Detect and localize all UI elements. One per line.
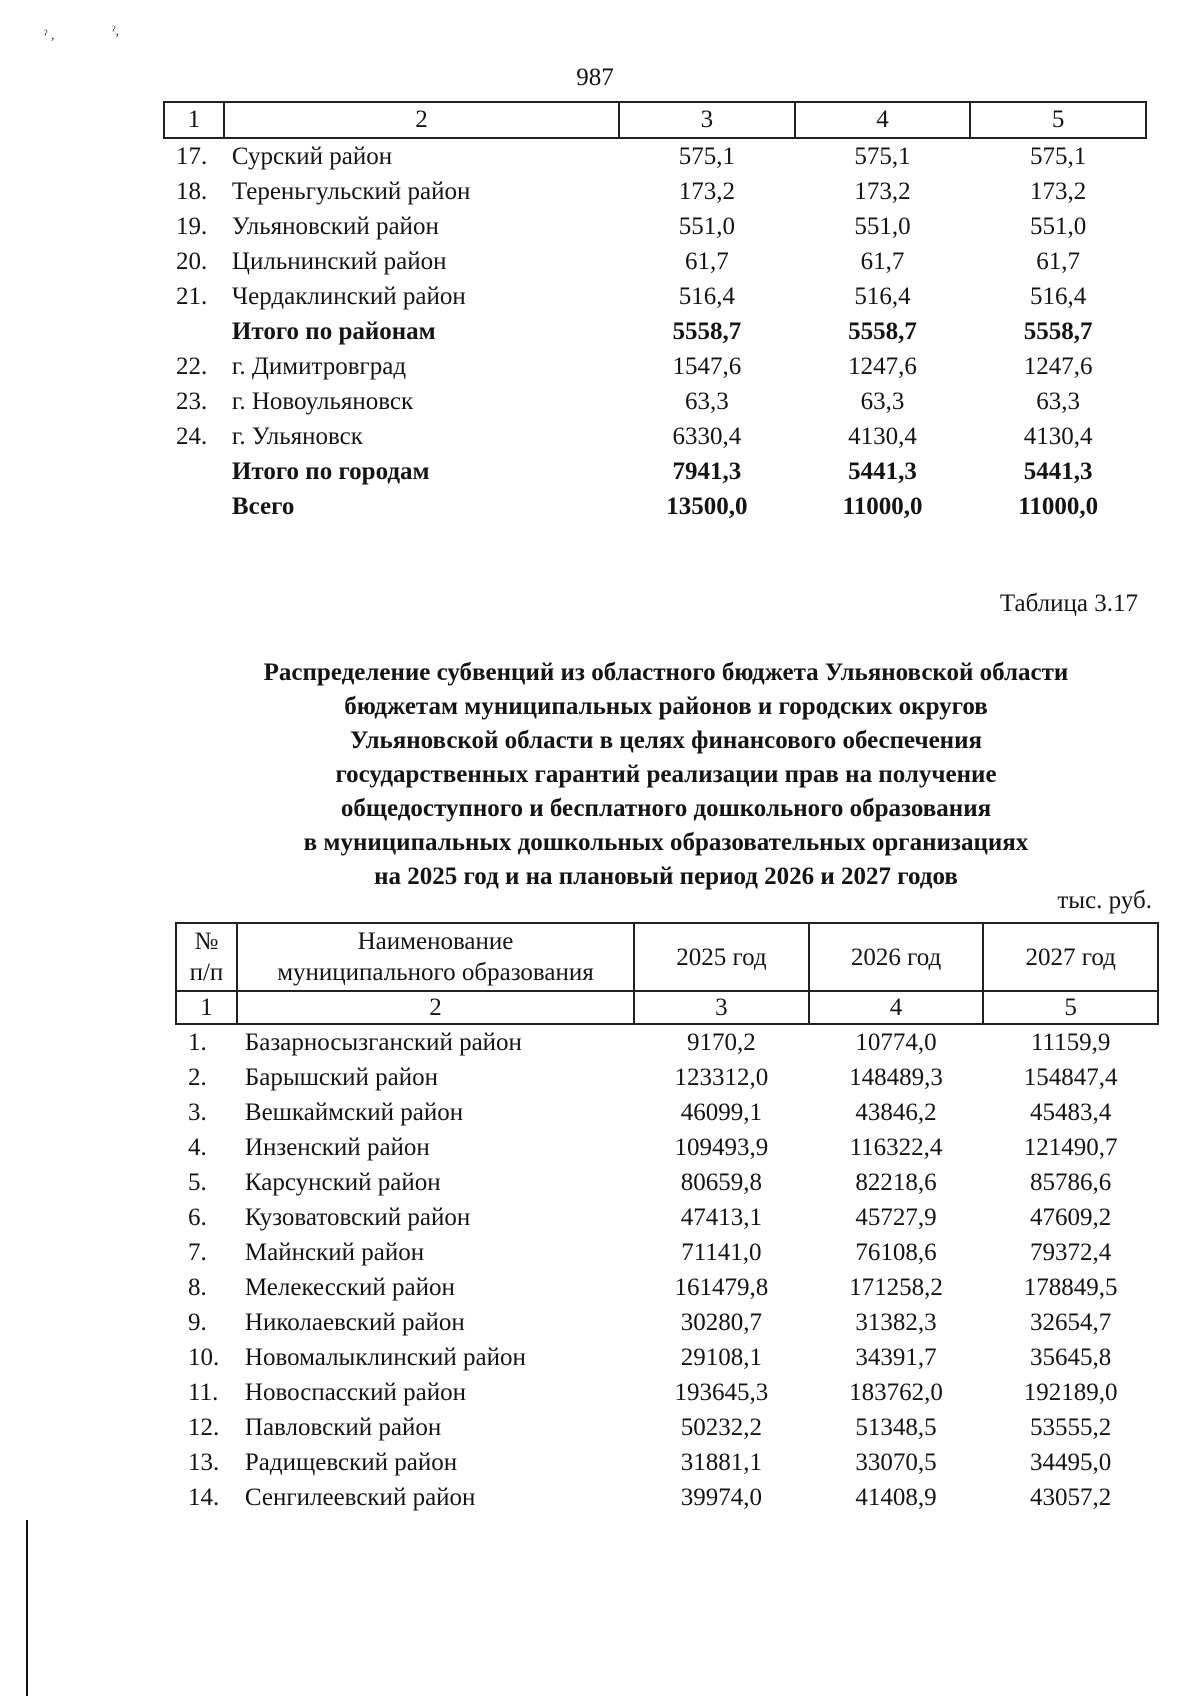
value-2026: 551,0	[854, 212, 911, 240]
row-name: Всего	[231, 492, 295, 520]
value-2025: 551,0	[678, 212, 736, 240]
header-cell: 3	[619, 102, 795, 138]
value-2027: 4130,4	[1023, 422, 1093, 450]
value-2025: 31881,1	[680, 1448, 763, 1476]
value-2027: 192189,0	[1023, 1378, 1118, 1406]
value-2026: 5558,7	[848, 317, 917, 345]
row-number: 20.	[176, 247, 208, 275]
row-name: г. Димитровград	[231, 352, 407, 380]
row-number: 21.	[176, 282, 208, 310]
value-2027: 43057,2	[1030, 1483, 1112, 1511]
value-2027: 45483,4	[1030, 1098, 1112, 1126]
value-2026: 1247,6	[848, 352, 917, 380]
value-2026: 4130,4	[848, 422, 917, 450]
table-row	[176, 1060, 1158, 1095]
table-total-row	[164, 314, 1146, 349]
subventions-table	[175, 922, 1159, 1515]
value-2026: 173,2	[854, 177, 911, 205]
value-2025: 47413,1	[680, 1203, 763, 1231]
value-2026: 516,4	[854, 282, 911, 310]
index-cell: 4	[809, 991, 984, 1024]
row-name: Новоспасский район	[244, 1378, 466, 1406]
value-2027: 35645,8	[1030, 1343, 1112, 1371]
value-2026: 51348,5	[855, 1413, 937, 1441]
value-2025: 173,2	[678, 177, 736, 205]
row-number: 1.	[188, 1028, 207, 1056]
value-2027: 32654,7	[1030, 1308, 1112, 1336]
row-name: Карсунский район	[244, 1168, 441, 1196]
table-header-row	[164, 102, 1146, 138]
value-2027: 1247,6	[1023, 352, 1093, 380]
value-2027: 516,4	[1030, 282, 1087, 310]
table-row	[176, 1480, 1158, 1515]
value-2025: 29108,1	[680, 1343, 763, 1371]
header-num	[176, 923, 237, 991]
row-number: 17.	[176, 142, 208, 170]
value-2026: 31382,3	[855, 1308, 937, 1336]
scan-margin-line	[26, 1520, 28, 1696]
value-2025: 5558,7	[672, 317, 742, 345]
value-2026: 43846,2	[855, 1098, 937, 1126]
table-row	[164, 174, 1146, 209]
value-2025: 123312,0	[674, 1063, 769, 1091]
heading-line: бюджетам муниципальных районов и городских округов	[344, 693, 988, 720]
header-2027: 2027 год	[983, 923, 1158, 991]
table-row	[164, 349, 1146, 384]
row-name: Итого по городам	[231, 457, 430, 485]
value-2025: 39974,0	[680, 1483, 763, 1511]
table-total-row	[164, 489, 1146, 524]
table-row	[176, 1375, 1158, 1410]
table-row	[176, 1200, 1158, 1235]
table-index-row	[176, 991, 1158, 1024]
row-name: Сенгилеевский район	[244, 1483, 476, 1511]
header-name	[237, 923, 634, 991]
table-row	[164, 244, 1146, 279]
value-2026: 171258,2	[849, 1273, 943, 1301]
value-2027: 551,0	[1030, 212, 1087, 240]
row-number: 9.	[188, 1308, 207, 1336]
row-name: Павловский район	[244, 1413, 442, 1441]
value-2025: 61,7	[685, 247, 729, 275]
row-name: Вешкаймский район	[244, 1098, 464, 1126]
value-2026: 575,1	[854, 142, 911, 170]
table-row	[176, 1410, 1158, 1445]
index-cell: 1	[176, 991, 237, 1024]
row-number: 13.	[188, 1448, 220, 1476]
header-name-line2: муниципального образования	[277, 959, 594, 986]
value-2025: 109493,9	[674, 1133, 769, 1161]
value-2026: 183762,0	[849, 1378, 943, 1406]
heading-line: в муниципальных дошкольных образовательных организациях	[303, 829, 1029, 856]
value-2025: 13500,0	[666, 492, 748, 520]
row-name: Новомалыклинский район	[244, 1343, 526, 1371]
value-2025: 9170,2	[687, 1028, 756, 1056]
header-name-line1: Наименование	[357, 928, 514, 955]
value-2026: 148489,3	[849, 1063, 943, 1091]
table-row	[176, 1270, 1158, 1305]
value-2026: 45727,9	[855, 1203, 937, 1231]
heading-line: общедоступного и бесплатного дошкольного образования	[340, 795, 992, 822]
value-2026: 33070,5	[855, 1448, 937, 1476]
page-number: 987	[576, 64, 614, 91]
row-name: Итого по районам	[231, 317, 436, 345]
row-number: 11.	[188, 1378, 219, 1406]
row-name: Кузоватовский район	[244, 1203, 471, 1231]
header-num-line2: п/п	[189, 959, 224, 986]
row-number: 24.	[176, 422, 208, 450]
table-row	[176, 1305, 1158, 1340]
row-name: Цильнинский район	[231, 247, 447, 275]
value-2025: 71141,0	[681, 1238, 762, 1266]
header-cell: 5	[970, 102, 1146, 138]
value-2026: 76108,6	[855, 1238, 937, 1266]
row-number: 18.	[176, 177, 208, 205]
value-2027: 178849,5	[1023, 1273, 1118, 1301]
value-2025: 50232,2	[680, 1413, 763, 1441]
heading-line: Ульяновской области в целях финансового обеспечения	[349, 727, 983, 754]
index-cell: 3	[634, 991, 809, 1024]
value-2026: 61,7	[860, 247, 905, 275]
table-row	[176, 1340, 1158, 1375]
value-2025: 30280,7	[680, 1308, 763, 1336]
value-2026: 82218,6	[855, 1168, 937, 1196]
row-number: 6.	[188, 1203, 207, 1231]
value-2027: 11159,9	[1030, 1028, 1111, 1056]
row-name: Тереньгульский район	[231, 177, 471, 205]
header-cell: 2	[224, 102, 619, 138]
header-2025: 2025 год	[634, 923, 809, 991]
heading-line: государственных гарантий реализации прав на получение	[335, 761, 997, 788]
value-2027: 575,1	[1030, 142, 1087, 170]
row-number: 23.	[176, 387, 208, 415]
value-2025: 46099,1	[680, 1098, 763, 1126]
row-name: г. Новоульяновск	[231, 387, 414, 415]
row-name: Николаевский район	[244, 1308, 465, 1336]
scan-mark-left: ˀ ,	[44, 28, 55, 43]
table-row	[176, 1095, 1158, 1130]
table-row	[164, 419, 1146, 454]
index-cell: 2	[237, 991, 634, 1024]
header-2026: 2026 год	[809, 923, 984, 991]
row-name: Сурский район	[231, 142, 393, 170]
table-row	[164, 384, 1146, 419]
value-2026: 34391,7	[855, 1343, 937, 1371]
table-row	[164, 279, 1146, 314]
table-header-row	[176, 923, 1158, 991]
value-2027: 154847,4	[1023, 1063, 1118, 1091]
value-2027: 85786,6	[1030, 1168, 1112, 1196]
table-row	[164, 138, 1146, 174]
table-row	[176, 1024, 1158, 1060]
value-2027: 121490,7	[1023, 1133, 1118, 1161]
value-2025: 161479,8	[674, 1273, 769, 1301]
heading-line: Распределение субвенций из областного бюджета Ульяновской области	[263, 659, 1069, 686]
value-2025: 575,1	[678, 142, 736, 170]
table-row	[176, 1165, 1158, 1200]
value-2027: 5558,7	[1023, 317, 1093, 345]
table-heading	[0, 656, 1200, 894]
heading-line: на 2025 год и на плановый период 2026 и 2027 годов	[374, 863, 958, 890]
header-cell: 1	[164, 102, 224, 138]
row-number: 4.	[188, 1133, 207, 1161]
value-2027: 11000,0	[1018, 492, 1099, 520]
row-number: 19.	[176, 212, 208, 240]
value-2027: 47609,2	[1030, 1203, 1112, 1231]
value-2027: 173,2	[1030, 177, 1087, 205]
value-2027: 53555,2	[1030, 1413, 1112, 1441]
row-number: 2.	[188, 1063, 207, 1091]
value-2026: 116322,4	[849, 1133, 943, 1161]
row-name: Мелекесский район	[244, 1273, 455, 1301]
value-2025: 7941,3	[672, 457, 742, 485]
unit-label: тыс. руб.	[1057, 887, 1152, 914]
value-2025: 516,4	[678, 282, 736, 310]
row-number: 5.	[188, 1168, 207, 1196]
row-number: 7.	[188, 1238, 207, 1266]
row-number	[164, 314, 224, 349]
row-number: 3.	[188, 1098, 207, 1126]
scan-mark-right: ˀ,	[112, 24, 119, 39]
value-2026: 5441,3	[848, 457, 917, 485]
value-2026: 11000,0	[842, 492, 923, 520]
row-number: 14.	[188, 1483, 220, 1511]
row-number	[164, 454, 224, 489]
value-2027: 63,3	[1036, 387, 1081, 415]
value-2026: 63,3	[860, 387, 905, 415]
row-number: 22.	[176, 352, 208, 380]
table-row	[176, 1445, 1158, 1480]
row-name: Радищевский район	[244, 1448, 458, 1476]
row-name: Базарносызганский район	[244, 1028, 522, 1056]
index-cell: 5	[983, 991, 1158, 1024]
value-2025: 6330,4	[672, 422, 742, 450]
value-2025: 1547,6	[672, 352, 742, 380]
table-row	[176, 1235, 1158, 1270]
value-2027: 61,7	[1036, 247, 1081, 275]
value-2027: 79372,4	[1030, 1238, 1112, 1266]
header-cell: 4	[795, 102, 971, 138]
value-2027: 5441,3	[1023, 457, 1093, 485]
header-num-line1: №	[194, 928, 219, 955]
value-2026: 10774,0	[855, 1028, 937, 1056]
row-name: Барышский район	[244, 1063, 439, 1091]
row-number: 12.	[188, 1413, 220, 1441]
value-2025: 193645,3	[674, 1378, 769, 1406]
table-label: Таблица 3.17	[999, 590, 1138, 617]
row-name: Майнский район	[244, 1238, 425, 1266]
value-2025: 63,3	[685, 387, 729, 415]
table-total-row	[164, 454, 1146, 489]
value-2025: 80659,8	[680, 1168, 763, 1196]
table-row	[176, 1130, 1158, 1165]
row-number: 10.	[188, 1343, 220, 1371]
row-name: Инзенский район	[244, 1133, 430, 1161]
value-2026: 41408,9	[855, 1483, 937, 1511]
row-number: 8.	[188, 1273, 207, 1301]
row-name: Ульяновский район	[231, 212, 439, 240]
row-number	[164, 489, 224, 524]
table-continuation	[163, 101, 1147, 524]
row-name: г. Ульяновск	[231, 422, 363, 450]
value-2027: 34495,0	[1030, 1448, 1112, 1476]
table-row	[164, 209, 1146, 244]
row-name: Чердаклинский район	[231, 282, 466, 310]
